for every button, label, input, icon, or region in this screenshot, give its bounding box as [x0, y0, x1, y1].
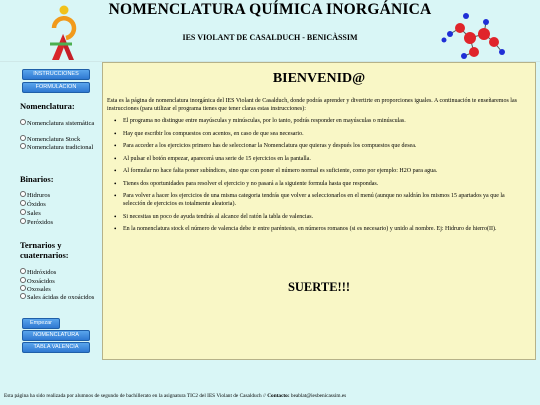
school-logo-icon	[44, 4, 84, 62]
molecule-icon	[436, 10, 508, 66]
radio-oxoacidos[interactable]: Oxoácidos	[20, 277, 100, 285]
contact-email[interactable]: beablat@iesbenicassim.es	[289, 393, 347, 399]
radio-icon[interactable]	[20, 209, 26, 215]
radio-hidruros[interactable]: Hidruros	[20, 191, 100, 199]
radio-icon[interactable]	[20, 277, 26, 283]
nomenclatura-section-title: Nomenclatura:	[20, 101, 75, 111]
nomenclatura-button[interactable]: NOMENCLATURA	[22, 330, 90, 341]
page-title: NOMENCLATURA QUÍMICA INORGÁNICA	[108, 1, 432, 18]
radio-sales-acidas[interactable]: Sales ácidas de oxoácidos	[20, 293, 100, 301]
list-item: • Si necesitas un poco de ayuda tendrás al alcance del ratón la tabla de valencias.	[111, 213, 527, 221]
binarios-section-title: Binarios:	[20, 174, 54, 184]
ternarios-section-title: Ternarios y cuaternarios:	[20, 240, 69, 260]
radio-icon[interactable]	[20, 119, 26, 125]
radio-icon[interactable]	[20, 285, 26, 291]
radio-nomenclatura-sistematica[interactable]: Nomenclatura sistemática	[20, 119, 100, 127]
instructions-list	[111, 117, 527, 238]
radio-peroxidos[interactable]: Peróxidos	[20, 218, 100, 226]
list-item: • Para acceder a los ejercicios primero has de seleccionar la Nomenclatura que quieras y después los compuestos que desea.	[111, 142, 527, 150]
list-item: • Hay que escribir los compuestos con acentos, en caso de que sea necesario.	[111, 130, 527, 138]
radio-icon[interactable]	[20, 143, 26, 149]
footer	[4, 393, 536, 399]
main-panel	[102, 62, 536, 360]
welcome-heading: BIENVENID@	[272, 71, 366, 86]
formulacion-button[interactable]: FORMULACION	[22, 82, 90, 93]
footer-text: Esta página ha sido realizada por alumnos de segundo de bachillerato en la asignatura TIC2 del IES Violant de Casalduch //	[4, 393, 268, 399]
instrucciones-button[interactable]: INSTRUCCIONES	[22, 69, 90, 80]
radio-icon[interactable]	[20, 135, 26, 141]
page-header	[0, 0, 540, 62]
list-item: • Al formular no hace falta poner subíndices, sino que con poner el número normal es suficiente, como por ejemplo: H2O para agua.	[111, 167, 527, 175]
sidebar	[0, 66, 100, 366]
closing-text: SUERTE!!!	[287, 280, 351, 294]
contact-label: Contacto:	[267, 393, 290, 399]
radio-nomenclatura-tradicional[interactable]: Nomenclatura tradicional	[20, 143, 100, 151]
radio-oxosales[interactable]: Oxosales	[20, 285, 100, 293]
radio-nomenclatura-stock[interactable]: Nomenclatura Stock	[20, 135, 100, 143]
page-subtitle: IES VIOLANT DE CASALDUCH - BENICÀSSIM	[182, 33, 358, 42]
list-item: • Para volver a hacer los ejercicios de una misma categoria tendrás que volver a seleccionarlos en el menú (aunque no saldrán los mismos 15 apartados ya que la selección de ejercicios es totalmente aleatoria).	[111, 192, 527, 208]
empezar-button[interactable]: Empezar	[22, 318, 60, 329]
list-item: • Tienes dos oportunidades para resolver el ejercicio y no pasará a la siguiente formula hasta que respondas.	[111, 180, 527, 188]
list-item: • En la nomenclatura stock el número de valencia debe ir entre paréntesis, en números romanos (si es necesario) y unido al nombre. Ej: Hidruro de hierro(II).	[111, 225, 527, 233]
radio-icon[interactable]	[20, 200, 26, 206]
tabla-valencia-button[interactable]: TABLA VALENCIA	[22, 342, 90, 353]
list-item: • Al pulsar el botón empezar, aparecerá una serie de 15 ejercicios en la pantalla.	[111, 155, 527, 163]
radio-sales[interactable]: Sales	[20, 209, 100, 217]
radio-icon[interactable]	[20, 268, 26, 274]
list-item: • El programa no distingue entre mayúsculas y minúsculas, por lo tanto, podrás responder en mayúsculas o minúsculas.	[111, 117, 527, 125]
radio-icon[interactable]	[20, 218, 26, 224]
radio-hidroxidos[interactable]: Hidróxidos	[20, 268, 100, 276]
intro-text: Esta es la página de nomenclatura inorgánica del IES Violant de Casalduch, donde podrás aprender y divertirte en proporciones iguales. A continuación te enseñaremos las instrucciones (para utilizar el programa tienes que tener claras estas instrucciones):	[107, 98, 517, 112]
radio-icon[interactable]	[20, 191, 26, 197]
radio-oxidos[interactable]: Óxidos	[20, 200, 100, 208]
radio-icon[interactable]	[20, 293, 26, 299]
